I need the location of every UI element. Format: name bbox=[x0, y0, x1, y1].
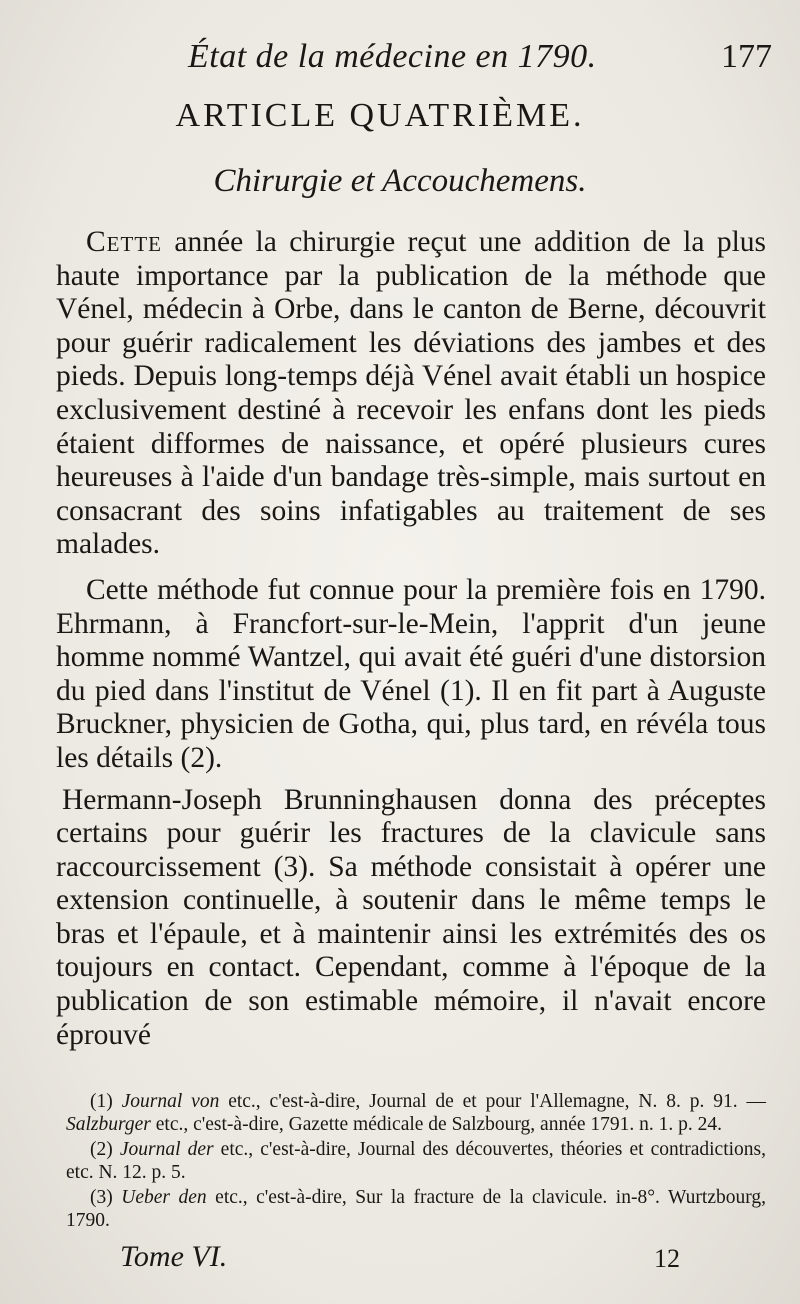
footnote-mark: (2) bbox=[90, 1139, 113, 1160]
paragraph-lead-word: Cette bbox=[86, 226, 162, 258]
footnote-text: etc., c'est-à-dire, Journal des découvertes, théories et contradictions, etc. N. 12. p. 5. bbox=[66, 1139, 766, 1183]
footnote-title: Journal von bbox=[121, 1091, 220, 1112]
body-text bbox=[56, 226, 766, 1052]
paragraph bbox=[56, 226, 766, 562]
footnote-title: Salzburger bbox=[66, 1114, 151, 1135]
volume-label: Tome VI. bbox=[120, 1240, 228, 1273]
footnote-mark: (3) bbox=[90, 1187, 113, 1208]
footnote bbox=[66, 1186, 766, 1232]
running-head bbox=[0, 34, 800, 84]
footnote-title: Ueber den bbox=[121, 1187, 207, 1208]
paragraph bbox=[56, 784, 766, 1053]
signature-line bbox=[120, 1240, 680, 1280]
footnote-mark: (1) bbox=[90, 1091, 113, 1112]
article-title: ARTICLE QUATRIÈME. bbox=[175, 97, 585, 134]
page-number: 177 bbox=[721, 38, 772, 75]
footnote-title: Journal der bbox=[119, 1139, 214, 1160]
signature-number: 12 bbox=[654, 1244, 680, 1273]
footnote-text: etc., c'est-à-dire, Gazette médicale de Salzbourg, année 1791. n. 1. p. 24. bbox=[150, 1114, 723, 1135]
footnote-text: etc., c'est-à-dire, Sur la fracture de la clavicule. in-8°. Wurtzbourg, 1790. bbox=[66, 1187, 767, 1231]
footnote-text: etc., c'est-à-dire, Journal de et pour l'Allemagne, N. 8. p. 91. — bbox=[219, 1091, 766, 1112]
footnotes bbox=[66, 1090, 766, 1234]
paragraph-text: Cette méthode fut connue pour la première fois en 1790. Ehrmann, à Francfort-sur-le-Mein, l'apprit d'un jeune homme nommé Wantzel, qui avait été guéri d'une distorsion du pied dans l'institut de Vénel (1). Il en fit part à Auguste Bruckner, physicien de Gotha, qui, plus tard, en révéla tous les détails (2). bbox=[56, 573, 766, 774]
footnote bbox=[66, 1138, 766, 1184]
paragraph-text: année la chirurgie reçut une addition de la plus haute importance par la publication de la méthode que Vénel, médecin à Orbe, dans le canton de Berne, découvrit pour guérir radicalement les déviations des jambes et des pieds. Depuis long-temps déjà Vénel avait établi un hospice exclusivement destiné à recevoir les enfans dont les pieds étaient difformes de naissance, et opéré plusieurs cures heureuses à l'aide d'un bandage très-simple, mais surtout en consacrant des soins infatigables au traitement de ses malades. bbox=[56, 226, 766, 561]
footnote bbox=[66, 1090, 766, 1136]
paragraph bbox=[56, 574, 766, 776]
paragraph-text: Hermann-Joseph Brunninghausen donna des préceptes certains pour guérir les fractures de la clavicule sans raccourcissement (3). Sa méthode consistait à opérer une extension continuelle, à soutenir dans le même temps le bras et l'épaule, et à maintenir ainsi les extrémités des os toujours en contact. Cependant, comme à l'époque de la publication de son estimable mémoire, il n'avait encore éprouvé bbox=[56, 783, 766, 1051]
running-head-title: État de la médecine en 1790. bbox=[188, 38, 597, 75]
section-title: Chirurgie et Accouchemens. bbox=[213, 163, 587, 199]
